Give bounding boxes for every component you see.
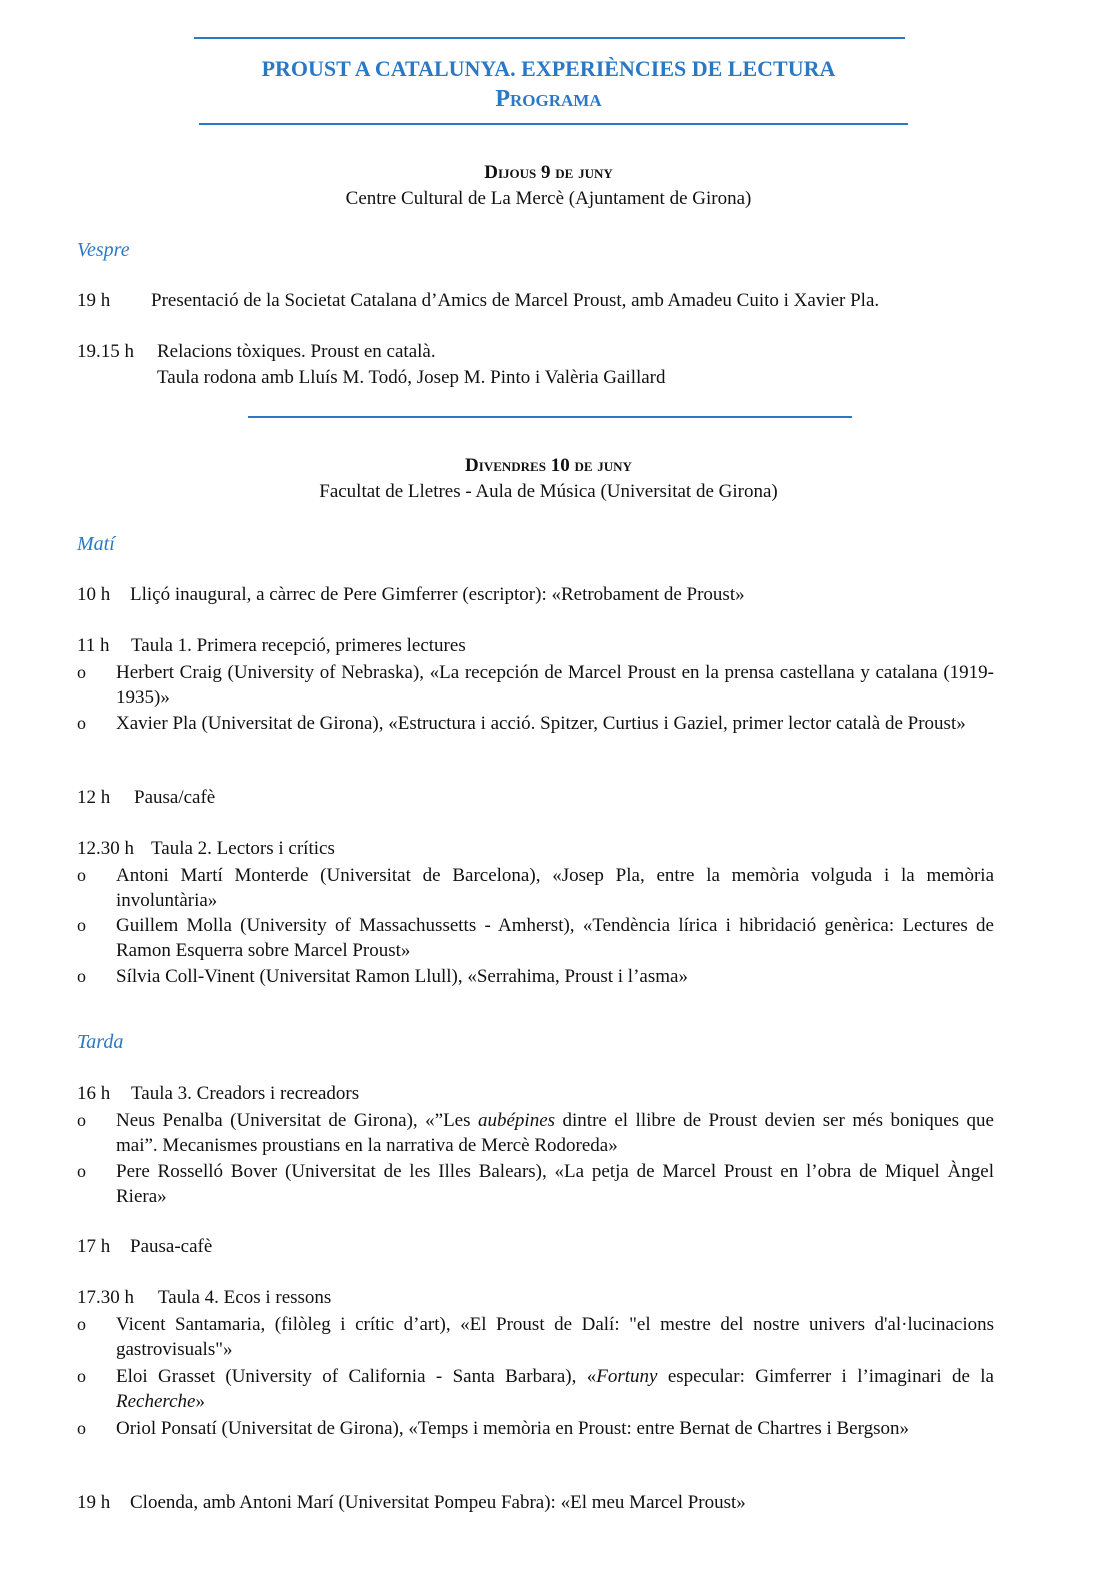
day1-heading: Dijous 9 de juny bbox=[484, 162, 613, 183]
session-time: 11 h bbox=[77, 635, 110, 656]
header-bottom-rule bbox=[199, 123, 908, 125]
day2-venue: Facultat de Lletres - Aula de Música (Universitat de Girona) bbox=[319, 481, 778, 502]
period-mati: Matí bbox=[77, 533, 115, 555]
period-tarda: Tarda bbox=[77, 1031, 124, 1053]
event-time: 19 h bbox=[77, 1492, 111, 1513]
event-text: Taula rodona amb Lluís M. Todó, Josep M. Pinto i Valèria Gaillard bbox=[157, 367, 666, 388]
session-time: 16 h bbox=[77, 1083, 111, 1104]
list-item: Neus Penalba (Universitat de Girona), «”Les aubépines dintre el llibre de Proust devien ser més boniques que mai”. Mecanismes proustians en la narrativa de Mercè Rodoreda» bbox=[116, 1110, 994, 1156]
list-item: Sílvia Coll-Vinent (Universitat Ramon Llull), «Serrahima, Proust i l’asma» bbox=[116, 966, 688, 987]
section-divider bbox=[248, 416, 852, 418]
document-subtitle: Programa bbox=[495, 86, 602, 112]
bullet-icon: o bbox=[77, 713, 86, 733]
event-time: 19.15 h bbox=[77, 341, 134, 362]
bullet-icon: o bbox=[77, 1161, 86, 1181]
list-item: Antoni Martí Monterde (Universitat de Barcelona), «Josep Pla, entre la memòria volguda i la memòria involuntària» bbox=[116, 865, 994, 911]
list-item: Eloi Grasset (University of California - Santa Barbara), «Fortuny especular: Gimferrer i l’imaginari de la Recherche» bbox=[116, 1366, 994, 1412]
event-text: Pausa/cafè bbox=[134, 787, 216, 808]
session-title: Taula 3. Creadors i recreadors bbox=[131, 1083, 360, 1104]
list-item: Pere Rosselló Bover (Universitat de les Illes Balears), «La petja de Marcel Proust en l’obra de Miquel Àngel Riera» bbox=[116, 1161, 994, 1207]
event-time: 10 h bbox=[77, 584, 111, 605]
event-text: Presentació de la Societat Catalana d’Amics de Marcel Proust, amb Amadeu Cuito i Xavier Pla. bbox=[151, 290, 880, 311]
session-title: Taula 4. Ecos i ressons bbox=[158, 1287, 332, 1308]
session-title: Taula 2. Lectors i crítics bbox=[151, 838, 335, 859]
session-time: 12.30 h bbox=[77, 838, 134, 859]
bullet-icon: o bbox=[77, 1314, 86, 1334]
bullet-icon: o bbox=[77, 865, 86, 885]
day2-heading: Divendres 10 de juny bbox=[465, 455, 632, 476]
list-item: Herbert Craig (University of Nebraska), «La recepción de Marcel Proust en la prensa castellana y catalana (1919-1935)» bbox=[116, 662, 994, 708]
period-vespre: Vespre bbox=[77, 239, 130, 261]
event-text: Cloenda, amb Antoni Marí (Universitat Pompeu Fabra): «El meu Marcel Proust» bbox=[130, 1492, 746, 1513]
bullet-icon: o bbox=[77, 1418, 86, 1438]
event-time: 12 h bbox=[77, 787, 111, 808]
event-text: Relacions tòxiques. Proust en català. bbox=[157, 341, 436, 362]
event-text: Pausa-cafè bbox=[130, 1236, 213, 1257]
bullet-icon: o bbox=[77, 662, 86, 682]
bullet-icon: o bbox=[77, 1366, 86, 1386]
list-item: Oriol Ponsatí (Universitat de Girona), «Temps i memòria en Proust: entre Bernat de Chartres i Bergson» bbox=[116, 1418, 909, 1439]
document-title: PROUST A CATALUNYA. EXPERIÈNCIES DE LECTURA bbox=[261, 56, 836, 81]
session-time: 17.30 h bbox=[77, 1287, 134, 1308]
session-title: Taula 1. Primera recepció, primeres lectures bbox=[131, 635, 466, 656]
bullet-icon: o bbox=[77, 1110, 86, 1130]
bullet-icon: o bbox=[77, 966, 86, 986]
bullet-icon: o bbox=[77, 915, 86, 935]
event-time: 19 h bbox=[77, 290, 111, 311]
list-item: Vicent Santamaria, (filòleg i crític d’art), «El Proust de Dalí: "el mestre del nostre univers d'al·lucinacions gastrovisuals"» bbox=[116, 1314, 994, 1360]
event-text: Lliçó inaugural, a càrrec de Pere Gimferrer (escriptor): «Retrobament de Proust» bbox=[130, 584, 745, 605]
header-top-rule bbox=[194, 37, 905, 39]
day1-venue: Centre Cultural de La Mercè (Ajuntament de Girona) bbox=[345, 188, 752, 209]
list-item: Xavier Pla (Universitat de Girona), «Estructura i acció. Spitzer, Curtius i Gaziel, primer lector català de Proust» bbox=[116, 713, 966, 734]
event-time: 17 h bbox=[77, 1236, 111, 1257]
list-item: Guillem Molla (University of Massachussetts - Amherst), «Tendència lírica i hibridació genèrica: Lectures de Ramon Esquerra sobre Marcel Proust» bbox=[116, 915, 994, 961]
